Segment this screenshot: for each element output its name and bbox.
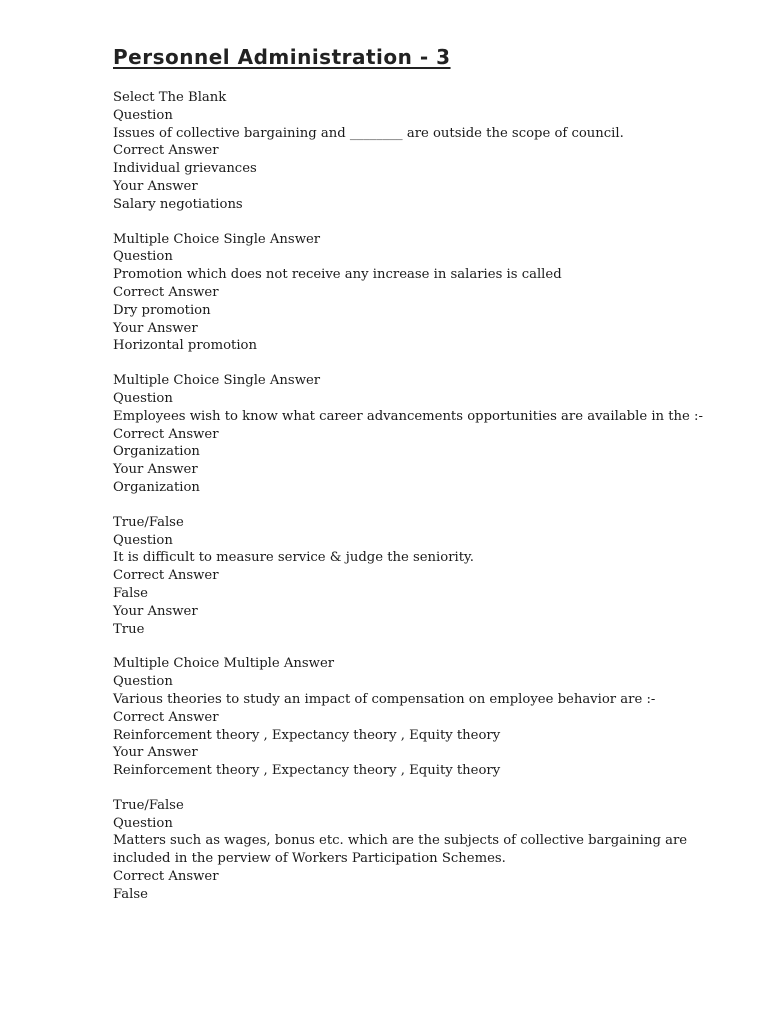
question-type: Select The Blank <box>113 90 227 105</box>
question-text: Employees wish to know what career advancements opportunities are available in the :- <box>113 408 703 424</box>
question-label: Question <box>113 815 173 831</box>
your-answer-label: Your Answer <box>113 320 198 336</box>
your-answer-text: Salary negotiations <box>113 196 243 212</box>
question-type: True/False <box>113 797 184 813</box>
question-block-4 <box>113 514 733 639</box>
question-block-3 <box>113 372 733 497</box>
your-answer-label: Your Answer <box>113 745 198 761</box>
your-answer-text: Horizontal promotion <box>113 338 257 354</box>
question-text: Various theories to study an impact of compensation on employee behavior are :- <box>113 691 656 707</box>
question-label: Question <box>113 107 173 123</box>
question-block-6 <box>113 797 733 904</box>
question-block-5 <box>113 655 733 780</box>
correct-answer-label: Correct Answer <box>113 143 219 159</box>
question-type: Multiple Choice Single Answer <box>113 373 321 389</box>
question-label: Question <box>113 674 173 690</box>
correct-answer-label: Correct Answer <box>113 709 219 725</box>
question-type: True/False <box>113 514 184 530</box>
correct-answer-text: False <box>113 585 148 601</box>
question-type: Multiple Choice Single Answer <box>113 231 321 247</box>
question-block-2 <box>113 231 733 356</box>
your-answer-label: Your Answer <box>113 178 198 194</box>
your-answer-label: Your Answer <box>113 462 198 478</box>
question-text: Promotion which does not receive any increase in salaries is called <box>113 267 562 283</box>
question-block-1 <box>113 89 733 214</box>
question-label: Question <box>113 390 173 406</box>
your-answer-text: Reinforcement theory , Expectancy theory , Equity theory <box>113 763 501 779</box>
correct-answer-text: Dry promotion <box>113 302 211 318</box>
your-answer-label: Your Answer <box>113 603 198 619</box>
question-text: Issues of collective bargaining and ________ are outside the scope of council. <box>113 125 624 141</box>
question-text: Matters such as wages, bonus etc. which are the subjects of collective bargaining are included in the perview of Workers Participation Schemes. <box>113 833 688 867</box>
correct-answer-label: Correct Answer <box>113 568 219 584</box>
question-type: Multiple Choice Multiple Answer <box>113 656 335 672</box>
correct-answer-text: Organization <box>113 444 200 460</box>
correct-answer-text: Reinforcement theory , Expectancy theory , Equity theory <box>113 727 501 743</box>
correct-answer-text: False <box>113 886 148 902</box>
correct-answer-text: Individual grievances <box>113 161 257 177</box>
question-text: It is difficult to measure service & judge the seniority. <box>113 550 474 566</box>
your-answer-text: True <box>113 621 145 637</box>
correct-answer-label: Correct Answer <box>113 284 219 300</box>
question-label: Question <box>113 249 173 265</box>
question-label: Question <box>113 532 173 548</box>
your-answer-text: Organization <box>113 479 200 495</box>
correct-answer-label: Correct Answer <box>113 869 219 885</box>
document-title: Personnel Administration - 3 <box>113 45 451 69</box>
document-page <box>113 44 733 921</box>
correct-answer-label: Correct Answer <box>113 426 219 442</box>
